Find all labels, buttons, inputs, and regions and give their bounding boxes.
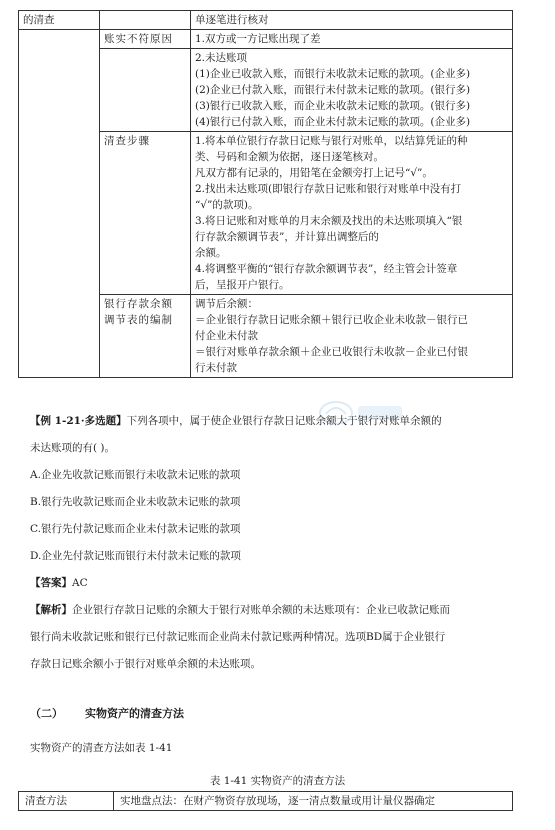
cell-text: ＝企业银行存款日记账余额＋银行已收企业未收款－银行已	[195, 314, 468, 326]
table-cell	[19, 11, 100, 30]
cell-text: 行未付款	[195, 362, 237, 374]
cell-text: 行存款余额调节表”，并计算出调整后的	[195, 231, 379, 243]
table-cell: 清查方法	[19, 792, 114, 811]
option-d: D.企业先付款记账而银行未付款未记账的款项	[30, 550, 241, 562]
table-cell	[191, 30, 513, 49]
cell-text: “√”的款项)。	[195, 199, 259, 211]
cell-text: (4)银行已付款入账，而企业未付款未记账的款项。(企业多)	[195, 116, 471, 128]
cell-text: 类、号码和金额为依据，逐日逐笔核对。	[195, 151, 384, 163]
option-a: A.企业先收款记账而银行未收款未记账的款项	[30, 469, 241, 481]
table-cell	[100, 132, 191, 295]
answer-value: AC	[72, 577, 88, 589]
example-label: 【例 1-21·多选题】	[30, 415, 127, 427]
bank-reconciliation-table	[18, 10, 513, 378]
cell-text: 2.找出未达账项(即银行存款日记账和银行对账单中没有打	[195, 183, 462, 195]
table-cell	[191, 132, 513, 295]
cell-text: 后，呈报开户银行。	[195, 279, 290, 291]
table-cell	[100, 49, 191, 132]
cell-text: ＝银行对账单存款余额＋企业已收银行未收款－企业已付银	[195, 346, 468, 358]
analysis	[30, 602, 515, 618]
analysis-continued: 银行尚未收款记账和银行已付款记账而企业尚未付款记账两种情况。选项BD属于企业银行	[30, 631, 446, 643]
question-text: 下列各项中，属于使企业银行存款日记账余额大于银行对账单余额的	[126, 415, 442, 427]
table-cell	[100, 30, 191, 49]
cell-text: 1.将本单位银行存款日记账与银行对账单，以结算凭证的种	[195, 135, 468, 147]
cell-text: 余额。	[195, 247, 227, 259]
table-cell	[100, 295, 191, 378]
section-number: （二）	[30, 707, 63, 720]
table-row	[19, 11, 513, 30]
cell-text: 3.将日记账和对账单的月末余额及找出的未达账项填入“银	[195, 215, 463, 227]
table-caption: 表 1-41 实物资产的清查方法	[209, 775, 346, 787]
cell-text: 的清查	[23, 14, 55, 26]
option-b: B.银行先收款记账而企业未收款未记账的款项	[30, 496, 241, 508]
example-question-continued	[30, 440, 515, 456]
analysis-text: 企业银行存款日记账的余额大于银行对账单余额的未达账项有：企业已收款记账而	[72, 604, 450, 616]
cell-text: (3)银行已收款入账，而企业未收款未记账的款项。(银行多)	[195, 100, 471, 112]
table-cell	[191, 11, 513, 30]
option-c: C.银行先付款记账而企业未付款未记账的款项	[30, 523, 241, 535]
section-intro: 实物资产的清查方法如表 1-41	[30, 742, 173, 754]
section-title: 实物资产的清查方法	[85, 707, 184, 720]
cell-text: 单逐笔进行核对	[195, 14, 269, 26]
cell-text: 银行存款余额	[104, 298, 173, 310]
table-cell	[100, 11, 191, 30]
analysis-label: 【解析】	[30, 604, 72, 616]
table-cell	[19, 30, 100, 378]
cell-text: 调节表的编制	[104, 314, 173, 326]
cell-text: 4.将调整平衡的“银行存款余额调节表”，经主管会计签章	[195, 263, 458, 275]
cell-text: 凡双方都有记录的，用铅笔在金额旁打上记号“√”。	[195, 167, 433, 179]
cell-text: 1.双方或一方记账出现了差	[195, 33, 321, 45]
cell-text: (1)企业已收款入账，而银行未收款未记账的款项。(企业多)	[195, 68, 471, 80]
table-row	[19, 792, 513, 811]
cell-text: 调节后余额：	[195, 298, 258, 310]
analysis-continued: 存款日记账余额小于银行对账单余额的未达账项。	[30, 658, 261, 670]
answer-label: 【答案】	[30, 577, 72, 589]
table-cell: 实地盘点法：在财产物资存放现场，逐一清点数量或用计量仪器确定	[114, 792, 513, 811]
cell-text: 清查步骤	[104, 135, 150, 147]
physical-asset-methods-table	[18, 791, 513, 811]
cell-text: (2)企业已付款入账，而银行未付款未记账的款项。(银行多)	[195, 84, 471, 96]
table-cell	[191, 295, 513, 378]
cell-text: 账实不符原因	[104, 33, 173, 45]
answer	[30, 575, 515, 591]
table-row	[19, 30, 513, 49]
table-cell	[191, 49, 513, 132]
example-question	[30, 413, 515, 429]
cell-text: 2.未达账项	[195, 52, 248, 64]
section-heading	[30, 705, 206, 721]
cell-text: 付企业未付款	[195, 330, 258, 342]
question-text: 未达账项的有( )。	[30, 442, 116, 454]
